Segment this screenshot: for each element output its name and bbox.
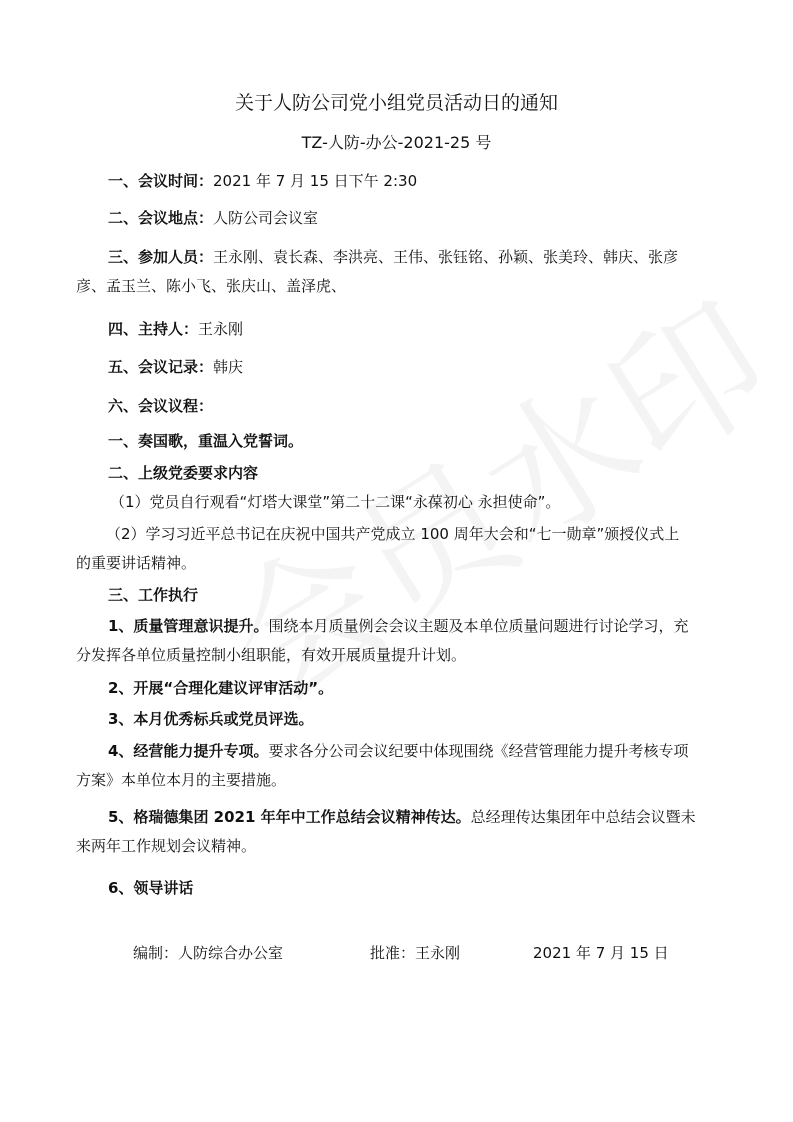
work-item-2-title: 2、开展“合理化建议评审活动”。: [108, 679, 334, 697]
recorder-value: 韩庆: [213, 358, 244, 376]
agenda-heading: [108, 395, 213, 416]
work-item-1: [76, 615, 722, 665]
work-item-5-desc-1: 总经理传达集团年中总结会议暨未: [470, 808, 696, 826]
meeting-time-label: 一、会议时间：: [108, 172, 214, 190]
agenda-item-1-text: 一、奏国歌，重温入党誓词。: [108, 432, 304, 450]
work-item-5-title: 5、格瑞德集团 2021 年年中工作总结会议精神传达。: [108, 808, 471, 826]
attendees-label: 三、参加人员：: [108, 248, 214, 266]
attendees-names-1: 王永刚、袁长森、李洪亮、王伟、张钰铭、孙颖、张美玲、韩庆、张彦: [213, 248, 679, 266]
attendees-line-1: [76, 246, 722, 267]
host-value: 王永刚: [198, 320, 244, 338]
work-item-1-desc-1: 围绕本月质量例会会议主题及本单位质量问题进行讨论学习，充: [268, 617, 689, 635]
work-item-4-desc-1: 要求各分公司会议纪要中体现围绕《经营管理能力提升考核专项: [268, 742, 689, 760]
footer-date: 2021 年 7 月 15 日: [533, 944, 669, 962]
attendees-block: [76, 246, 722, 296]
work-item-5-desc-2: 来两年工作规划会议精神。: [76, 837, 257, 855]
recorder-row: [108, 356, 243, 377]
footer-approver: 批准：王永刚: [370, 944, 461, 962]
work-item-4-line-1: [76, 740, 722, 761]
attendees-names-2: 彦、孟玉兰、陈小飞、张庆山、盖泽虎、: [76, 277, 347, 295]
recorder-label: 五、会议记录：: [108, 358, 214, 376]
work-item-1-title: 1、质量管理意识提升。: [108, 617, 269, 635]
work-item-2: [108, 677, 333, 698]
meeting-place-label: 二、会议地点：: [108, 209, 214, 227]
work-item-1-desc-2: 分发挥各单位质量控制小组职能，有效开展质量提升计划。: [76, 646, 467, 664]
agenda-sub-1: （1）党员自行观看“灯塔大课堂”第二十二课“永葆初心 永担使命”。: [110, 493, 561, 511]
agenda-sub-2: [76, 523, 722, 573]
agenda-item-3: [108, 584, 198, 605]
work-item-5-line-1: [76, 806, 722, 827]
host-row: [108, 318, 243, 339]
agenda-sub-2-line-1: （2）学习习近平总书记在庆祝中国共产党成立 100 周年大会和“七一勋章”颁授仪式上: [106, 525, 680, 543]
work-item-6-title: 6、领导讲话: [108, 879, 194, 897]
work-item-1-line-1: [76, 615, 722, 636]
work-item-3-title: 3、本月优秀标兵或党员评选。: [108, 710, 314, 728]
agenda-label: 六、会议议程：: [108, 397, 214, 415]
meeting-time-value: 2021 年 7 月 15 日下午 2:30: [213, 172, 418, 190]
work-item-3: [108, 708, 313, 729]
agenda-sub-2-line-2: 的重要讲话精神。: [76, 554, 197, 572]
agenda-item-1: [108, 430, 303, 451]
document-number: TZ-人防-办公-2021-25 号: [301, 133, 492, 152]
meeting-time-row: [108, 170, 417, 191]
meeting-place-value: 人防公司会议室: [213, 209, 319, 227]
work-item-4-desc-2: 方案》本单位本月的主要措施。: [76, 771, 287, 789]
agenda-item-3-text: 三、工作执行: [108, 586, 199, 604]
meeting-place-row: [108, 207, 318, 228]
host-label: 四、主持人：: [108, 320, 199, 338]
agenda-item-2: [108, 462, 258, 483]
agenda-item-2-text: 二、上级党委要求内容: [108, 464, 259, 482]
footer-editor: 编制：人防综合办公室: [133, 944, 284, 962]
work-item-5: [76, 806, 722, 856]
work-item-4-title: 4、经营能力提升专项。: [108, 742, 269, 760]
document-title: 关于人防公司党小组党员活动日的通知: [234, 92, 558, 114]
work-item-4: [76, 740, 722, 790]
work-item-6: [108, 877, 193, 898]
